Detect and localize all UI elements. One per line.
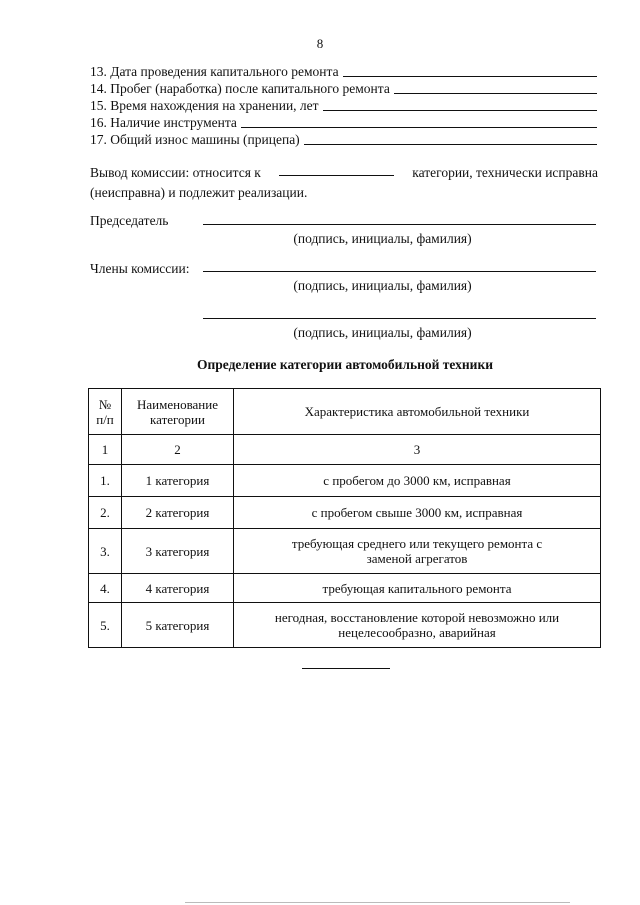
category-blank[interactable] [279,163,394,176]
field-label: 14. Пробег (наработка) после капитального ремонта [90,81,390,96]
row-description: с пробегом до 3000 км, исправная [234,465,601,497]
header-category-name: Наименование категории [122,389,234,435]
field-storage-time [90,97,597,114]
category-table [88,388,601,648]
member-signature-line[interactable] [203,271,596,272]
field-repair-date [90,63,597,80]
table-row [89,529,601,574]
row-category: 5 категория [122,603,234,648]
fill-line[interactable] [343,76,597,77]
conclusion-text-mid: категории, технически исправна [412,165,598,180]
chairman-label: Председатель [90,213,169,228]
field-label: 15. Время нахождения на хранении, лет [90,98,319,113]
signature-caption: (подпись, инициалы, фамилия) [293,231,472,246]
table-title: Определение категории автомобильной техники [196,357,494,372]
row-description: с пробегом свыше 3000 км, исправная [234,497,601,529]
member-signature-line[interactable] [203,318,596,319]
field-label: 13. Дата проведения капитального ремонта [90,64,339,79]
column-number: 3 [234,435,601,465]
field-mileage [90,80,597,97]
row-category: 2 категория [122,497,234,529]
page-bottom-edge [185,902,570,903]
column-number-row [89,435,601,465]
row-number: 5. [89,603,122,648]
page-number: 8 [316,36,324,51]
signature-caption: (подпись, инициалы, фамилия) [293,325,472,340]
field-label: 16. Наличие инструмента [90,115,237,130]
field-label: 17. Общий износ машины (прицепа) [90,132,300,147]
row-number: 2. [89,497,122,529]
column-number: 2 [122,435,234,465]
commission-conclusion [90,163,598,203]
row-description: негодная, восстановление которой невозможно или нецелесообразно, аварийная [234,603,601,648]
chairman-signature-line[interactable] [203,224,596,225]
table-row [89,574,601,603]
fill-line[interactable] [241,127,597,128]
row-number: 3. [89,529,122,574]
table-header-row [89,389,601,435]
row-number: 4. [89,574,122,603]
row-description: требующая среднего или текущего ремонта с заменой агрегатов [234,529,601,574]
row-category: 4 категория [122,574,234,603]
row-number: 1. [89,465,122,497]
fill-line[interactable] [304,144,597,145]
conclusion-text-end: (неисправна) и подлежит реализации. [90,185,308,200]
header-characteristic: Характеристика автомобильной техники [234,389,601,435]
row-description: требующая капитального ремонта [234,574,601,603]
row-category: 3 категория [122,529,234,574]
field-tools [90,114,597,131]
header-number: № п/п [89,389,122,435]
members-label: Члены комиссии: [90,261,190,276]
field-wear [90,131,597,148]
row-category: 1 категория [122,465,234,497]
signature-caption: (подпись, инициалы, фамилия) [293,278,472,293]
fill-line[interactable] [323,110,597,111]
conclusion-text-start: Вывод комиссии: относится к [90,165,261,180]
table-row [89,603,601,648]
table-row [89,497,601,529]
end-divider [302,668,390,669]
column-number: 1 [89,435,122,465]
table-row [89,465,601,497]
fill-line[interactable] [394,93,597,94]
